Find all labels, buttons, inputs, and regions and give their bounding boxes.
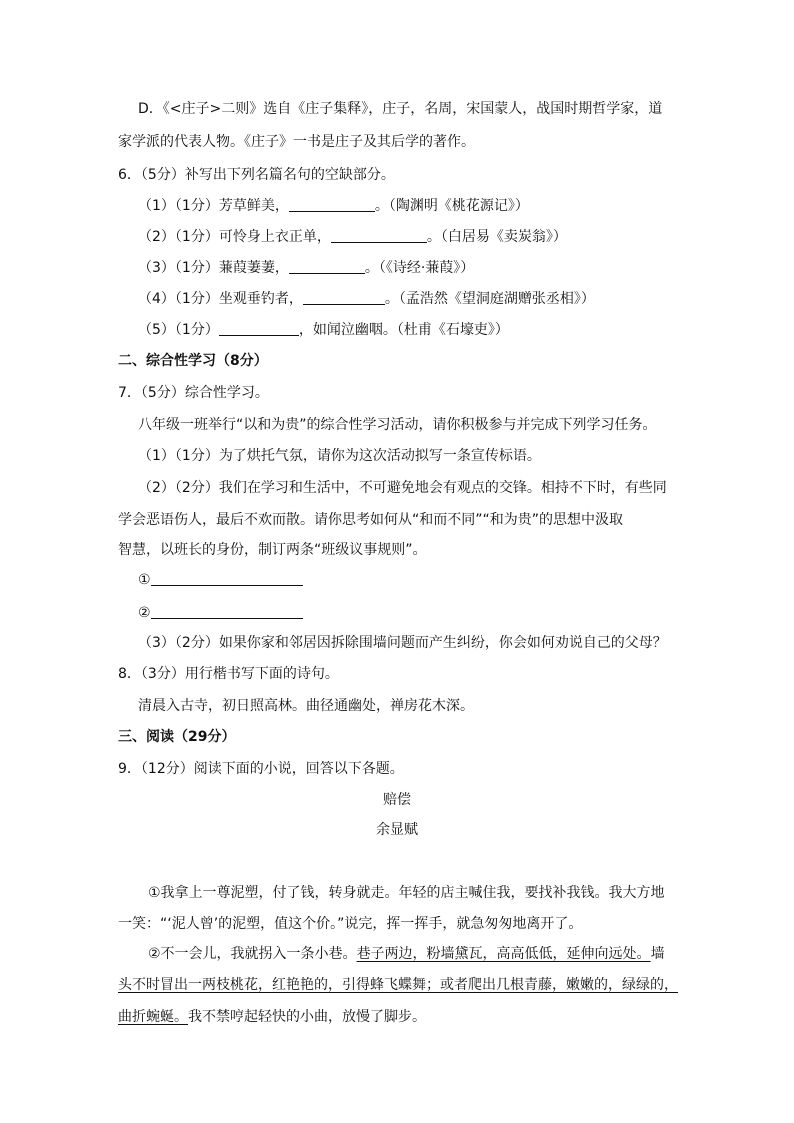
- fill-blank[interactable]: [219, 321, 299, 336]
- q7-sub-2-line-3: 智慧，以班长的身份，制订两条“班级议事规则”。: [118, 542, 427, 558]
- section-2-title: 二、综合性学习（8分）: [118, 353, 268, 369]
- q7-sub-1: （1）（1分）为了烘托气氛，请你为这次活动拟写一条宣传标语。: [138, 448, 541, 464]
- story-paragraph-2-line-1: [148, 944, 665, 964]
- q6-item-before: 坐观垂钓者，: [218, 291, 303, 307]
- story-text: 我不禁哼起轻快的小曲，放慢了脚步。: [188, 1009, 426, 1025]
- question-7-header: 7．（5分）综合性学习。: [118, 385, 269, 401]
- q6-item-number: （2）（1分）: [138, 229, 219, 245]
- q7-sub-2-line-2: 学会恶语伤人，最后不欢而散。请你思考如何从“和而不同”“和为贵”的思想中汲取: [118, 512, 624, 528]
- story-paragraph-1-line-2: 一笑：“‘泥人曾’的泥塑，值这个价。”说完，挥一挥手，就急匆匆地离开了。: [118, 916, 583, 932]
- q7-intro: 八年级一班举行“以和为贵”的综合性学习活动，请你积极参与并完成下列学习任务。: [138, 417, 657, 433]
- answer-marker: ①: [138, 572, 151, 588]
- answer-marker: ②: [138, 605, 151, 621]
- q6-item-after: 。（白居易《卖炭翁》）: [426, 229, 567, 245]
- q6-item-after: 。（《诗经·蒹葭》）: [364, 260, 475, 276]
- q6-item-after: 。（孟浩然《望洞庭湖赠张丞相》）: [384, 291, 595, 307]
- question-6-header: 6．（5分）补写出下列名篇名句的空缺部分。: [118, 167, 395, 183]
- q6-item-1: [138, 196, 529, 216]
- q7-sub-3: （3）（2分）如果你家和邻居因拆除围墙问题而产生纠纷，你会如何劝说自己的父母？: [138, 635, 667, 651]
- story-text: 墙: [650, 946, 665, 962]
- q6-item-before: 蒹葭萋萋，: [218, 260, 289, 276]
- fill-blank[interactable]: [289, 197, 375, 212]
- story-title: 赔偿: [383, 792, 411, 808]
- fill-blank[interactable]: [303, 290, 385, 305]
- q6-item-3: [138, 258, 474, 278]
- q6-item-before: 芳草鲜美，: [218, 198, 289, 214]
- story-paragraph-2-line-3: [118, 1007, 426, 1027]
- underlined-text: 曲折蜿蜒。: [118, 1009, 188, 1025]
- story-paragraph-1-line-1: ①我拿上一尊泥塑，付了钱，转身就走。年轻的店主喊住我，要找补我钱。我大方地: [148, 885, 665, 901]
- q6-item-number: （5）（1分）: [138, 322, 219, 338]
- q6-item-number: （1）（1分）: [138, 198, 219, 214]
- q8-poem: 清晨入古寺，初日照高林。曲径通幽处，禅房花木深。: [138, 698, 474, 714]
- fill-blank[interactable]: [331, 228, 427, 243]
- q6-item-5: [138, 320, 509, 340]
- story-text: ②不一会儿，我就拐入一条小巷。: [148, 946, 357, 962]
- fill-blank[interactable]: [289, 259, 365, 274]
- q6-item-number: （4）（1分）: [138, 291, 219, 307]
- underlined-text: 巷子两边，粉墙黛瓦，高高低低，延伸向远处。: [356, 946, 651, 962]
- q6-item-before: 可怜身上衣正单，: [218, 229, 331, 245]
- q6-item-2: [138, 227, 567, 247]
- question-9-header: 9．（12分）阅读下面的小说，回答以下各题。: [118, 761, 404, 777]
- option-d-line-1: D．《<庄子>二则》选自《庄子集释》，庄子，名周，宋国蒙人，战国时期哲学家，道: [138, 101, 663, 117]
- q7-answer-1: [138, 570, 303, 590]
- option-d-line-2: 家学派的代表人物。《庄子》一书是庄子及其后学的著作。: [118, 134, 475, 150]
- question-8-header: 8．（3分）用行楷书写下面的诗句。: [118, 666, 339, 682]
- q7-answer-2: [138, 603, 303, 623]
- q6-item-after: 。（陶渊明《桃花源记》）: [374, 198, 529, 214]
- answer-line[interactable]: [151, 604, 303, 619]
- section-3-title: 三、阅读（29分）: [118, 729, 236, 745]
- q7-sub-2-line-1: （2）（2分）我们在学习和生活中，不可避免地会有观点的交锋。相持不下时，有些同: [138, 480, 667, 496]
- story-author: 余显赋: [376, 822, 418, 838]
- q6-item-number: （3）（1分）: [138, 260, 219, 276]
- story-paragraph-2-line-2: 头不时冒出一两枝桃花，红艳艳的，引得蜂飞蝶舞；或者爬出几根青藤，嫩嫩的，绿绿的，: [118, 977, 678, 993]
- q6-item-after: ，如闻泣幽咽。（杜甫《石壕吏》）: [298, 322, 509, 338]
- q6-item-4: [138, 289, 595, 309]
- answer-line[interactable]: [151, 571, 303, 586]
